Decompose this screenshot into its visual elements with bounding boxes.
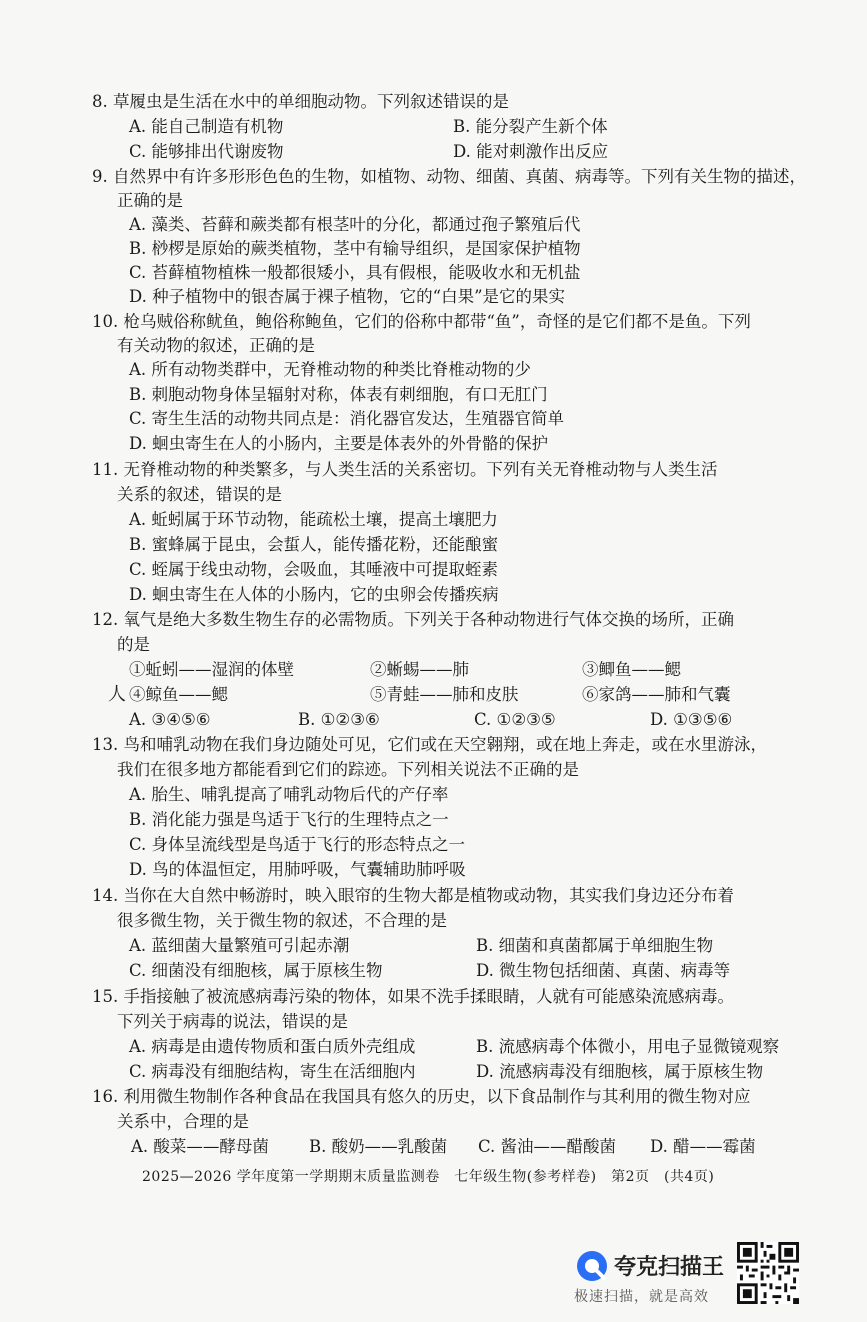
option-13c: C. 身体呈流线型是鸟适于飞行的形态特点之一 [129, 835, 466, 854]
question-10-stem: 10. 枪乌贼俗称鱿鱼，鲍俗称鲍鱼，它们的俗称中都带“鱼”，奇怪的是它们都不是鱼。下列 [92, 312, 751, 331]
item-12-6: ⑥家鸽——肺和气囊 [582, 685, 731, 704]
question-14-stem: 14. 当你在大自然中畅游时，映入眼帘的生物大都是植物或动物，其实我们身边还分布着 [92, 886, 734, 905]
question-8-stem: 8. 草履虫是生活在水中的单细胞动物。下列叙述错误的是 [92, 92, 509, 111]
question-12-stem: 12. 氧气是绝大多数生物生存的必需物质。下列关于各种动物进行气体交换的场所，正确 [92, 610, 734, 629]
question-9-stem: 9. 自然界中有许多形形色色的生物，如植物、动物、细菌、真菌、病毒等。下列有关生物的描述， [92, 167, 806, 186]
option-9b: B. 桫椤是原始的蕨类植物，茎中有输导组织，是国家保护植物 [129, 239, 581, 258]
brand-slogan: 极速扫描，就是高效 [574, 1289, 709, 1305]
scanner-watermark [574, 1244, 734, 1314]
item-12-5: ⑤青蛙——肺和皮肤 [370, 685, 519, 704]
option-8d: D. 能对刺激作出反应 [453, 142, 609, 161]
option-11d: D. 蛔虫寄生在人体的小肠内，它的虫卵会传播疾病 [129, 585, 499, 604]
option-9a: A. 藻类、苔藓和蕨类都有根茎叶的分化，都通过孢子繁殖后代 [129, 215, 581, 234]
option-16c: C. 酱油——醋酸菌 [478, 1137, 617, 1156]
option-13b: B. 消化能力强是鸟适于飞行的生理特点之一 [129, 810, 449, 829]
question-16-stem: 16. 利用微生物制作各种食品在我国具有悠久的历史，以下食品制作与其利用的微生物对应 [92, 1087, 751, 1106]
question-14-stem-cont: 很多微生物，关于微生物的叙述，不合理的是 [117, 911, 447, 930]
option-15c: C. 病毒没有细胞结构，寄生在活细胞内 [129, 1062, 416, 1081]
option-8a: A. 能自己制造有机物 [129, 117, 284, 136]
option-11c: C. 蛭属于线虫动物，会吸血，其唾液中可提取蛭素 [129, 560, 499, 579]
handwritten-mark: 人 [108, 684, 126, 705]
question-13-stem-cont: 我们在很多地方都能看到它们的踪迹。下列相关说法不正确的是 [117, 760, 579, 779]
option-13a: A. 胎生、哺乳提高了哺乳动物后代的产仔率 [129, 785, 449, 804]
option-10a: A. 所有动物类群中，无脊椎动物的种类比脊椎动物的少 [129, 360, 531, 379]
item-12-2: ②蜥蜴——肺 [370, 660, 469, 679]
question-11-stem-cont: 关系的叙述，错误的是 [117, 485, 282, 504]
option-11b: B. 蜜蜂属于昆虫，会蜇人，能传播花粉，还能酿蜜 [129, 535, 499, 554]
qr-code-icon [737, 1242, 799, 1304]
option-8b: B. 能分裂产生新个体 [453, 117, 608, 136]
option-15b: B. 流感病毒个体微小，用电子显微镜观察 [476, 1037, 780, 1056]
option-10d: D. 蛔虫寄生在人的小肠内，主要是体表外的外骨骼的保护 [129, 434, 549, 453]
option-16b: B. 酸奶——乳酸菌 [309, 1137, 448, 1156]
option-9c: C. 苔藓植物植株一般都很矮小，具有假根，能吸收水和无机盐 [129, 263, 581, 282]
option-10b: B. 刺胞动物身体呈辐射对称，体表有刺细胞，有口无肛门 [129, 385, 548, 404]
question-12-stem-cont: 的是 [117, 635, 150, 654]
option-12a: A. ③④⑤⑥ [129, 710, 211, 729]
question-16-stem-cont: 关系中，合理的是 [117, 1112, 249, 1131]
question-15-stem-cont: 下列关于病毒的说法，错误的是 [117, 1012, 348, 1031]
option-12d: D. ①③⑤⑥ [650, 710, 733, 729]
question-10-stem-cont: 有关动物的叙述，正确的是 [117, 336, 315, 355]
option-16d: D. 醋——霉菌 [650, 1137, 756, 1156]
option-10c: C. 寄生生活的动物共同点是：消化器官发达，生殖器官简单 [129, 409, 565, 428]
option-9d: D. 种子植物中的银杏属于裸子植物，它的“白果”是它的果实 [129, 287, 566, 306]
option-8c: C. 能够排出代谢废物 [129, 142, 284, 161]
option-15a: A. 病毒是由遗传物质和蛋白质外壳组成 [129, 1037, 416, 1056]
quark-logo-icon [574, 1248, 610, 1284]
item-12-1: ①蚯蚓——湿润的体壁 [129, 660, 294, 679]
page-footer: 2025—2026 学年度第一学期期末质量监测卷 七年级生物(参考样卷) 第2页 (共4页) [142, 1169, 715, 1185]
item-12-4: ④鲸鱼——鳃 [129, 685, 228, 704]
option-15d: D. 流感病毒没有细胞核，属于原核生物 [476, 1062, 764, 1081]
question-15-stem: 15. 手指接触了被流感病毒污染的物体，如果不洗手揉眼睛，人就有可能感染流感病毒。 [92, 987, 734, 1006]
question-9-stem-cont: 正确的是 [117, 191, 183, 210]
brand-name: 夸克扫描王 [614, 1255, 725, 1280]
option-11a: A. 蚯蚓属于环节动物，能疏松土壤，提高土壤肥力 [129, 510, 498, 529]
option-14d: D. 微生物包括细菌、真菌、病毒等 [476, 961, 731, 980]
option-14c: C. 细菌没有细胞核，属于原核生物 [129, 961, 383, 980]
item-12-3: ③鲫鱼——鳃 [582, 660, 681, 679]
option-12c: C. ①②③⑤ [474, 710, 556, 729]
option-14b: B. 细菌和真菌都属于单细胞生物 [476, 936, 714, 955]
option-12b: B. ①②③⑥ [298, 710, 380, 729]
question-13-stem: 13. 鸟和哺乳动物在我们身边随处可见，它们或在天空翱翔，或在地上奔走，或在水里游泳， [92, 735, 767, 754]
question-11-stem: 11. 无脊椎动物的种类繁多，与人类生活的关系密切。下列有关无脊椎动物与人类生活 [92, 460, 718, 479]
option-14a: A. 蓝细菌大量繁殖可引起赤潮 [129, 936, 350, 955]
option-16a: A. 酸菜——酵母菌 [131, 1137, 269, 1156]
option-13d: D. 鸟的体温恒定，用肺呼吸，气囊辅助肺呼吸 [129, 860, 466, 879]
